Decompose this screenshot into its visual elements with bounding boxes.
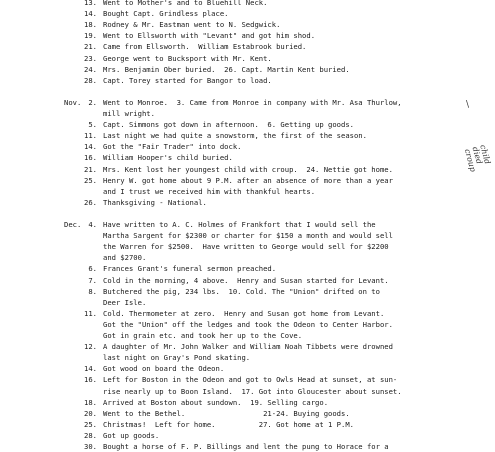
diary-line [0,164,495,175]
entry-text: Went to Monroe. 3. Came from Monroe in company with Mr. Asa Thurlow, [103,97,402,107]
day-number: 6. [88,264,97,274]
diary-line [0,441,495,452]
diary-line [0,330,495,341]
day-number: 11. [84,308,97,318]
diary-line [0,363,495,374]
diary-line [0,219,495,230]
entry-text: mill wright. [103,109,155,118]
day-number: 11. [84,131,97,141]
entry-text: Butchered the pig, 234 lbs. 10. Cold. The "Union" drifted on to [103,286,380,296]
day-number: 24. [84,64,97,74]
entry-text: A daughter of Mr. John Walker and William Noah Tibbets were drowned [103,342,393,352]
day-number: 7. [88,275,97,285]
entry-text: and $2700. [103,253,147,263]
day-number: 5. [88,120,97,130]
entry-text: Got the "Union" off the ledges and took the Odeon to Center Harbor. [103,319,393,329]
entry-text: Bought a horse of F. P. Billings and lent the pung to Horace for a [103,442,389,451]
entry-text: Mrs. Benjamin Ober buried. 26. Capt. Martin Kent buried. [103,64,350,74]
entry-text: Frances Grant's funeral sermon preached. [103,264,277,274]
day-number: 25. [84,175,97,185]
day-number: 14. [84,142,97,152]
day-number: 18. [84,397,97,407]
day-number: 13. [84,0,97,7]
day-number: 8. [88,286,97,296]
entry-text: Mrs. Kent lost her youngest child with croup. 24. Nettie got home. [103,164,393,174]
diary-line [0,208,495,219]
diary-line [0,130,495,141]
entry-text: last night on Gray's Pond skating. [103,353,251,363]
diary-line [0,263,495,274]
day-number: 26. [84,197,97,207]
diary-line [0,286,495,297]
diary-line [0,386,495,397]
day-number: 28. [84,430,97,440]
diary-line [0,8,495,19]
diary-line [0,275,495,286]
diary-line [0,252,495,263]
entry-text: Got the "Fair Trader" into dock. [103,142,242,152]
diary-line [0,152,495,163]
day-number: 21. [84,42,97,52]
diary-line [0,197,495,208]
entry-text: Thanksgiving - National. [103,197,207,207]
entry-text: Martha Sargent for $2300 or charter for $150 a month and would sell [103,231,393,241]
diary-line [0,297,495,308]
entry-text: Got in grain etc. and took her up to the Cove. [103,331,303,340]
day-number: 18. [84,20,97,30]
diary-line [0,30,495,41]
day-number: 19. [84,31,97,41]
diary-line [0,75,495,86]
entry-text: Cold. Thermometer at zero. Henry and Susan got home from Levant. [103,308,385,318]
diary-line [0,53,495,64]
diary-line [0,141,495,152]
diary-line [0,86,495,97]
entry-text: Got wood on board the Odeon. [103,364,225,374]
day-number: 20. [84,408,97,418]
entry-text: Bought Capt. Grindless place. [103,9,229,19]
day-number: 14. [84,364,97,374]
diary-line [0,308,495,319]
day-number: 30. [84,442,97,451]
diary-line [0,41,495,52]
diary-line [0,408,495,419]
diary-line [0,397,495,408]
diary-line [0,108,495,119]
day-number: 16. [84,153,97,163]
diary-line [0,19,495,30]
entry-text: Cold in the morning, 4 above. Henry and Susan started for Levant. [103,275,389,285]
diary-line [0,64,495,75]
diary-line [0,186,495,197]
entry-text: Last night we had quite a snowstorm, the first of the season. [103,131,367,141]
entry-text: and I trust we received him with thankful hearts. [103,186,316,196]
diary-line [0,175,495,186]
day-number: 25. [84,419,97,429]
day-number: 2. [88,97,97,107]
entry-text: Got up goods. [103,430,160,440]
entry-text: rise nearly up to Boon Island. 17. Got into Gloucester about sunset. [103,386,402,396]
diary-line [0,0,495,8]
diary-line [0,341,495,352]
entry-text: Henry W. got home about 9 P.M. after an absence of more than a year [103,175,393,185]
margin-tick-mark: \ [466,100,470,110]
diary-line [0,319,495,330]
diary-line [0,374,495,385]
entry-text: Went to the Bethel. 21-24. Buying goods. [103,408,350,418]
day-number: 28. [84,75,97,85]
day-number: 21. [84,164,97,174]
diary-line [0,241,495,252]
day-number: 4. [88,220,97,229]
day-number: 23. [84,53,97,63]
day-number: 14. [84,9,97,19]
diary-line [0,352,495,363]
diary-line [0,419,495,430]
day-number: 12. [84,342,97,352]
entry-text: William Hooper's child buried. [103,153,233,163]
diary-line [0,97,495,108]
entry-text: Have written to A. C. Holmes of Frankfort that I would sell the [103,220,376,229]
day-number: 16. [84,375,97,385]
month-label: Dec. [64,220,82,229]
entry-text: Went to Mother's and to Bluehill Neck. [103,0,268,7]
entry-text: the Warren for $2500. Have written to George would sell for $2200 [103,242,389,252]
handwritten-margin-note: child died croup [462,143,493,173]
entry-text: Deer Isle. [103,297,147,307]
entry-text: Capt. Torey started for Bangor to load. [103,75,272,85]
entry-text: Rodney & Mr. Eastman went to N. Sedgwick. [103,20,281,30]
diary-line [0,230,495,241]
entry-text: Arrived at Boston about sundown. 19. Selling cargo. [103,397,329,407]
month-label: Nov. [64,97,82,107]
diary-line [0,119,495,130]
entry-text: Capt. Simmons got down in afternoon. 6. Getting up goods. [103,120,354,130]
entry-text: Came from Ellsworth. William Estabrook buried. [103,42,307,52]
entry-text: Left for Boston in the Odeon and got to Owls Head at sunset, at sun- [103,375,398,385]
entry-text: Christmas! Left for home. 27. Got home at 1 P.M. [103,419,354,429]
entry-text: George went to Bucksport with Mr. Kent. [103,53,272,63]
entry-text: Went to Ellsworth with "Levant" and got him shod. [103,31,316,41]
diary-line [0,430,495,441]
